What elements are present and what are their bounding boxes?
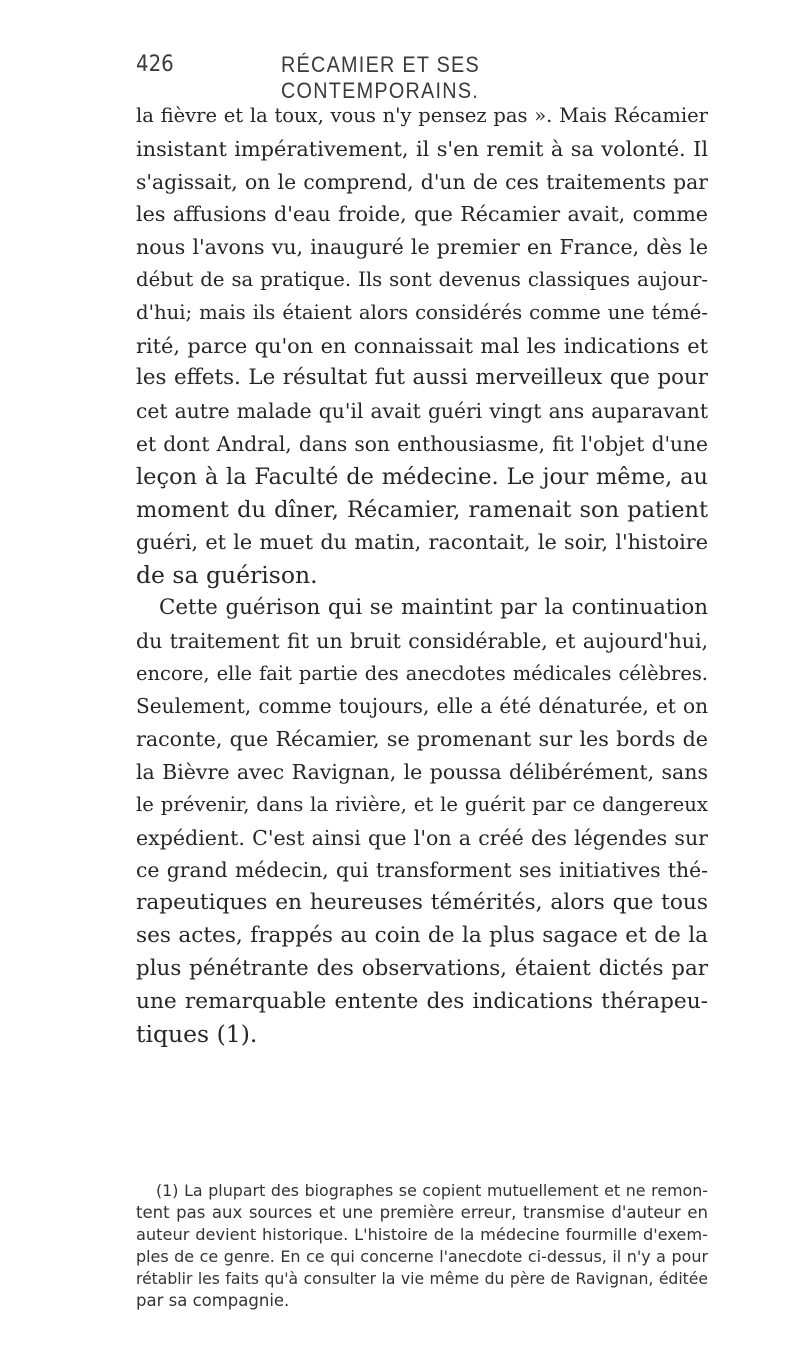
text-line: cet autre malade qu'il avait guéri vingt ans auparavant [136,399,708,424]
text-line: moment du dîner, Récamier, ramenait son patient [136,496,708,523]
text-line: plus pénétrante des observations, étaient dictés par [136,955,708,981]
footnote-line: ples de ce genre. En ce qui concerne l'anecdote ci-dessus, il n'y a pour [136,1247,708,1266]
page-number: 426 [136,52,174,77]
text-line: la Bièvre avec Ravignan, le poussa délibérément, sans [136,759,708,784]
footnote-line: (1) La plupart des biographes se copient mutuellement et ne remon- [156,1181,708,1200]
text-line: leçon à la Faculté de médecine. Le jour même, au [136,463,708,490]
footnote-line: tent pas aux sources et une première erreur, transmise d'auteur en [136,1203,708,1222]
footnote [136,1180,708,1312]
text-line: d'hui; mais ils étaient alors considérés comme une témé- [136,300,708,324]
text-line: ses actes, frappés au coin de la plus sagace et de la [136,922,708,948]
text-line: une remarquable entente des indications thérapeu- [136,988,708,1014]
text-line: début de sa pratique. Ils sont devenus classiques aujour- [136,267,708,291]
text-line: encore, elle fait partie des anecdotes médicales célèbres. [136,661,708,685]
text-line: nous l'avons vu, inauguré le premier en France, dès le [136,235,708,260]
text-line: s'agissait, on le comprend, d'un de ces traitements par [136,169,708,194]
text-line: le prévenir, dans la rivière, et le guérit par ce dangereux [136,792,708,816]
text-line: les affusions d'eau froide, que Récamier avait, comme [136,202,708,227]
page-header [136,52,706,103]
text-line: tiques (1). [136,1020,258,1049]
body-text [136,100,708,1051]
text-line: du traitement fit un bruit considérable, et aujourd'hui, [136,628,708,653]
text-line: guéri, et le muet du matin, racontait, le soir, l'histoire [136,530,708,555]
text-line: expédient. C'est ainsi que l'on a créé des légendes sur [136,825,708,850]
text-line: les effets. Le résultat fut aussi merveilleux que pour [136,365,708,391]
text-line: raconte, que Récamier, se promenant sur les bords de [136,727,708,752]
text-line: ce grand médecin, qui transforment ses initiatives thé- [136,858,708,883]
text-line: Seulement, comme toujours, elle a été dénaturée, et on [136,694,708,719]
text-line: insistant impérativement, il s'en remit à sa volonté. Il [136,136,708,161]
footnote-line: auteur devient historique. L'histoire de la médecine fourmille d'exem- [136,1225,708,1244]
text-line: rapeutiques en heureuses témérités, alors que tous [136,890,708,916]
text-line: la fièvre et la toux, vous n'y pensez pas ». Mais Récamier [136,104,708,127]
text-line: rité, parce qu'on en connaissait mal les indications et [136,333,708,358]
text-line: et dont Andral, dans son enthousiasme, fit l'objet d'une [136,431,708,456]
running-title: RÉCAMIER ET SES CONTEMPORAINS. [281,52,480,103]
paragraph-start-line: Cette guérison qui se maintint par la continuation [159,594,708,620]
text-line: de sa guérison. [136,561,318,590]
footnote-line: par sa compagnie. [136,1291,290,1310]
footnote-line: rétablir les faits qu'à consulter la vie même du père de Ravignan, éditée [136,1270,708,1288]
